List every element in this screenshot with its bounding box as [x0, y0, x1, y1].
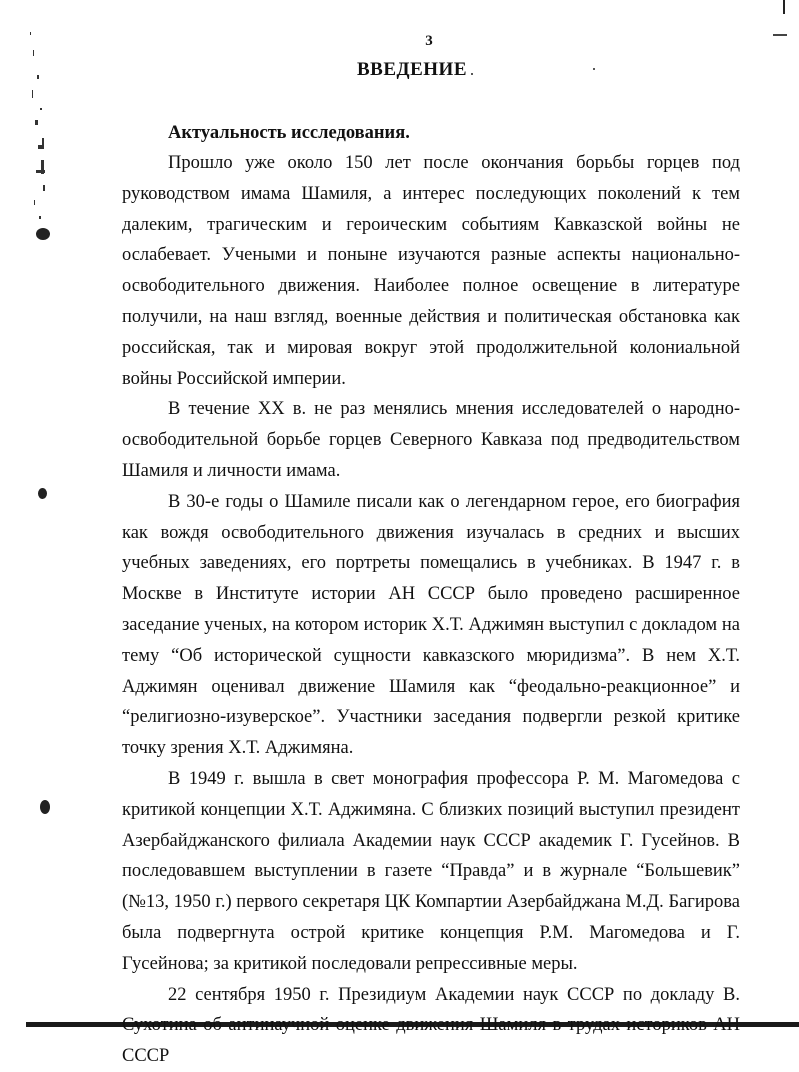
paragraph: 22 сентября 1950 г. Президиум Академии наук СССР по докладу В. Сухотина об антинаучной оценке движения Шамиля в трудах историков АН СССР — [122, 984, 740, 1067]
paragraph: В 30-е годы о Шамиле писали как о легендарном герое, его биография как вождя освободительного движения изучалась в средних и высших учебных заведениях, его портреты помещались в учебниках. В 1947 г. в Москве в Институте истории АН СССР было проведено расширенное заседание ученых, на котором историк Х.Т. Аджимян выступил с докладом на тему “Об исторической сущности кавказского мюридизма”. В нем Х.Т. Аджимян оценивал движение Шамиля как “феодально-реакционное” и “религиозно-изуверское”. Участники заседания подвергли резкой критике точку зрения Х.Т. Аджимяна. — [122, 491, 740, 759]
section-heading: Актуальность исследования. — [168, 123, 410, 143]
page-number: 3 — [425, 33, 433, 49]
document-body — [122, 118, 740, 1072]
scan-speck — [40, 800, 50, 814]
page-title: ВВЕДЕНИЕ — [357, 59, 467, 80]
scan-speck — [38, 488, 47, 499]
scan-speck — [36, 228, 50, 240]
paragraph: В 1949 г. вышла в свет монография профессора Р. М. Магомедова с критикой концепции Х.Т. Аджимяна. С близких позиций выступил президент Азербайджанского филиала Академии наук СССР академик Г. Гусейнов. В последовавшем выступлении в газете “Правда” и в журнале “Большевик” (№13, 1950 г.) первого секретаря ЦК Компартии Азербайджана М.Д. Багирова была подвергнута острой критике концепция Р.М. Магомедова и Г. Гусейнова; за критикой последовали репрессивные меры. — [122, 768, 740, 974]
paragraph: В течение XX в. не раз менялись мнения исследователей о народно-освободительной борьбе горцев Северного Кавказа под предводительством Шамиля и личности имама. — [122, 399, 740, 481]
paragraph: Прошло уже около 150 лет после окончания борьбы горцев под руководством имама Шамиля, а интерес последующих поколений к тем далеким, трагическим и героическим событиям Кавказской войны не ослабевает. Учеными и поныне изучаются разные аспекты национально-освободительного движения. Наиболее полное освещение в литературе получили, на наш взгляд, военные действия и политическая обстановка как российская, так и мировая вокруг этой продолжительной колониальной войны Российской империи. — [122, 153, 740, 389]
scan-edge-noise — [28, 20, 58, 250]
